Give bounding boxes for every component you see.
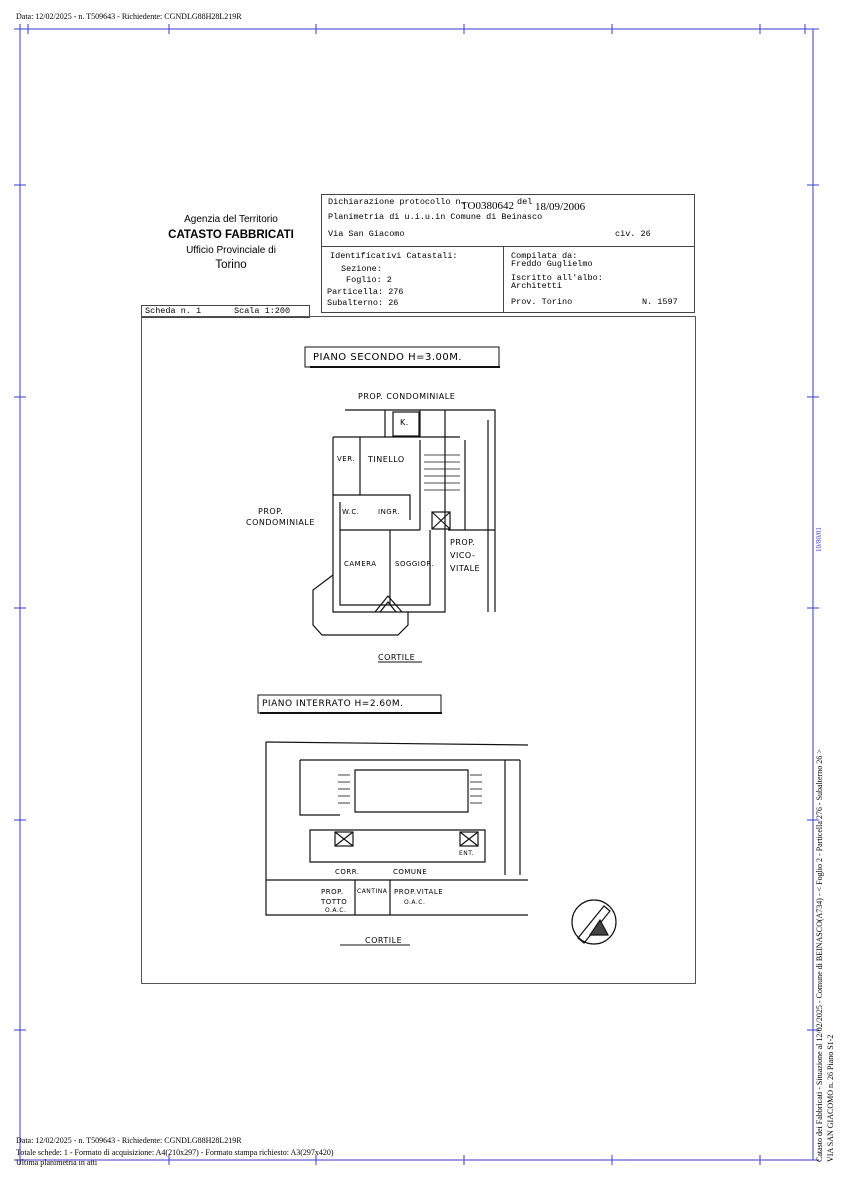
label-wc: W.C. [342,508,360,516]
footer-line1: Data: 12/02/2025 - n. T509643 - Richiedente: CGNDLG88H28L219R [16,1136,242,1145]
del-label: del [517,197,533,207]
identifier-foglio: Foglio: 2 [346,275,392,285]
identifiers-title: Identificativi Catastali: [330,251,458,261]
floor2-title: PIANO SECONDO H=3.00M. [313,352,463,363]
compiler-label: Compilata da: [511,251,578,261]
label-camera: CAMERA [344,560,377,568]
civic-number: civ. 26 [615,229,651,239]
label-cantina: CANTINA [357,888,388,895]
label-right-prop: PROP. [450,538,476,547]
label-left-prop: PROP. [258,507,284,516]
label-comune: COMUNE [393,868,428,876]
protocol-date: 18/09/2006 [535,201,586,213]
basement-title: PIANO INTERRATO H=2.60M. [262,699,404,709]
label-totto: TOTTO [321,898,348,906]
side-text-line1: Catasto dei Fabbricati - Situazione al 12/02/2025 - Comune di BEINASCO(A734) - < Foglio 2 - Particella 276 - Subalterno 26 > [815,749,824,1162]
label-tinello: TINELLO [368,455,405,464]
label-prop-totto: PROP. [321,888,344,896]
agency-catasto: CATASTO FABBRICATI [168,229,294,241]
footer-line2: Totale schede: 1 - Formato di acquisizione: A4(210x297) - Formato stampa richiesto: A3(297x420) [16,1148,334,1157]
agency-office: Ufficio Provinciale di [186,245,276,256]
identifier-particella: Particella: 276 [327,287,404,297]
label-corridoio: CORR. [335,868,360,876]
label-ent: ENT. [459,850,475,857]
planimetry-title: Planimetria di u.i.u.in Comune di Beinasco [328,212,543,222]
label-right-vitale: VITALE [450,564,481,573]
agency-city: Torino [215,259,247,271]
scheda-label: Scheda n. 1 [145,306,202,316]
label-oac-2: O.A.C. [404,899,426,906]
label-oac-1: O.A.C. [325,907,347,914]
street-address: Via San Giacomo [328,229,405,239]
label-right-vico: VICO- [450,551,476,560]
agency-name: Agenzia del Territorio [184,214,278,225]
identifier-subalterno: Subalterno: 26 [327,298,399,308]
footer-line3: Ultima planimetria in atti [16,1158,98,1167]
label-ingresso: INGR. [378,508,401,516]
compiler-number: N. 1597 [642,297,678,307]
label-soggiorno: SOGGIOR. [395,560,435,568]
albo-value: Architetti [511,281,563,291]
identifier-sezione: Sezione: [341,264,382,274]
label-veranda: VER. [337,455,356,463]
scheda-scale: Scala 1:200 [234,306,291,316]
label-top-prop: PROP. CONDOMINIALE [358,392,456,401]
label-prop-vitale: PROP.VITALE [394,888,444,896]
top-header: Data: 12/02/2025 - n. T509643 - Richiedente: CGNDLG88H28L219R [16,12,242,21]
side-stamp: 10/80/01 [815,527,823,552]
label-cortile-lower: CORTILE [365,936,403,945]
albo-label: Iscritto all'albo: [511,273,603,283]
compiler-province: Prov. Torino [511,297,573,307]
label-left-condominiale: CONDOMINIALE [246,518,315,527]
protocol-label: Dichiarazione protocollo n. [328,197,466,207]
label-cortile-upper: CORTILE [378,653,416,662]
label-k: K. [400,418,409,427]
protocol-number: TO0380642 [461,200,514,212]
compiler-name: Freddo Guglielmo [511,259,593,269]
side-text-line2: VIA SAN GIACOMO n. 26 Piano S1-2 [826,1034,835,1162]
